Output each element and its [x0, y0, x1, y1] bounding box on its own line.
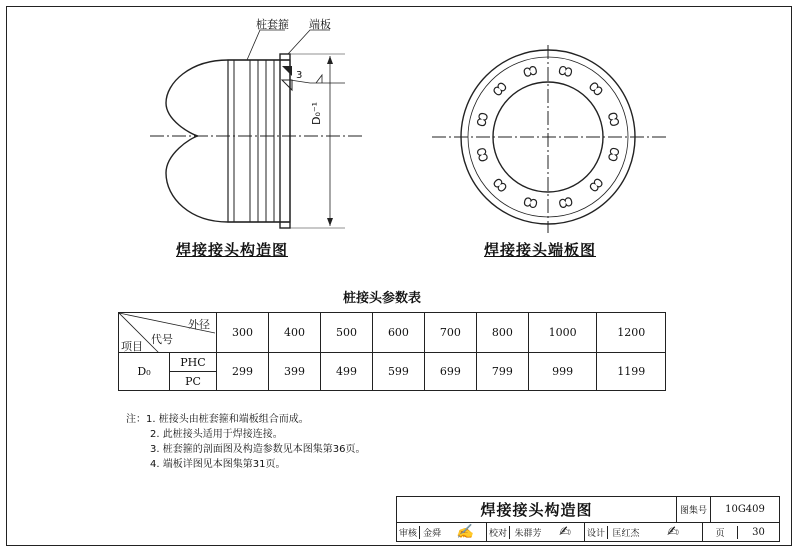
diameter-cell: 700 — [424, 313, 476, 353]
diameter-cell: 600 — [372, 313, 424, 353]
label-end-plate: 端板 — [309, 18, 331, 31]
bolt-hole — [559, 66, 573, 77]
review-label: 审核 — [397, 526, 420, 539]
value-cell: 999 — [528, 353, 597, 391]
signature-row — [397, 523, 779, 541]
note-line: 3. 桩套箍的剖面图及构造参数见本图集第36页。 — [150, 444, 366, 455]
bolt-hole — [608, 112, 619, 126]
note-line: 注：1. 桩接头由桩套箍和端板组合而成。 — [126, 414, 309, 425]
type-cell: PC — [170, 372, 217, 391]
atlas-label: 图集号 — [677, 497, 711, 523]
page-number: 30 — [752, 526, 765, 538]
diameter-cell: 400 — [268, 313, 320, 353]
pile-sleeve — [228, 60, 290, 222]
notes-block — [126, 412, 365, 472]
row-label-d0: D₀ — [119, 353, 170, 391]
reviewer-signature: ✍ — [444, 523, 487, 541]
designer-name: 匡红杰 — [612, 528, 640, 539]
bolt-hole — [559, 197, 573, 208]
check-label: 校对 — [487, 526, 510, 539]
checker-name: 朱群芳 — [514, 528, 542, 539]
diameter-cell: 1200 — [597, 313, 666, 353]
caption-end-plate: 焊接接头端板图 — [484, 241, 597, 259]
design-label: 设计 — [585, 526, 608, 539]
checker-signature: ✍ — [546, 523, 585, 541]
bolt-hole — [524, 197, 538, 208]
diagonal-header-cell — [119, 313, 217, 353]
diameter-cell: 300 — [217, 313, 269, 353]
table-header-row — [119, 313, 666, 353]
note-line: 4. 端板详图见本图集第31页。 — [150, 459, 286, 470]
type-cell: PHC — [170, 353, 217, 372]
bolt-hole — [477, 148, 488, 162]
page-label: 页 — [703, 526, 738, 539]
end-plate-view — [430, 45, 670, 235]
diameter-cell: 500 — [320, 313, 372, 353]
value-cell: 399 — [268, 353, 320, 391]
atlas-number: 10G409 — [711, 497, 779, 523]
drawing-frame — [6, 6, 792, 546]
header-code: 代号 — [151, 333, 173, 346]
label-sleeve: 桩套箍 — [256, 18, 289, 31]
bolt-hole — [493, 178, 507, 192]
header-outer-diameter: 外径 — [188, 318, 210, 331]
value-cell: 499 — [320, 353, 372, 391]
dimension-label: D₀⁻¹ — [310, 101, 323, 125]
value-cell: 799 — [476, 353, 528, 391]
parameter-table — [118, 312, 666, 391]
welded-joint-side-view — [150, 8, 370, 238]
value-cell: 299 — [217, 353, 269, 391]
note-line: 2. 此桩接头适用于焊接连接。 — [150, 429, 283, 440]
caption-construction: 焊接接头构造图 — [176, 241, 289, 259]
header-item: 项目 — [121, 340, 143, 353]
pile-break-line — [166, 60, 228, 222]
value-cell: 1199 — [597, 353, 666, 391]
weld-size: 3 — [296, 70, 303, 81]
title-block — [396, 496, 780, 542]
bolt-hole — [589, 178, 603, 192]
bolt-hole — [493, 82, 507, 96]
table-title: 桩接头参数表 — [343, 291, 422, 306]
bolt-hole — [608, 148, 619, 162]
table-row — [119, 353, 666, 372]
weld-symbol — [282, 66, 292, 76]
drawing-title: 焊接接头构造图 — [397, 497, 677, 523]
designer-signature: ✍ — [644, 523, 703, 541]
diameter-cell: 1000 — [528, 313, 597, 353]
value-cell: 599 — [372, 353, 424, 391]
diameter-cell: 800 — [476, 313, 528, 353]
bolt-hole — [589, 82, 603, 96]
value-cell: 699 — [424, 353, 476, 391]
bolt-hole — [477, 113, 488, 127]
reviewer-name: 金舜 — [422, 528, 441, 539]
bolt-hole — [523, 66, 537, 77]
